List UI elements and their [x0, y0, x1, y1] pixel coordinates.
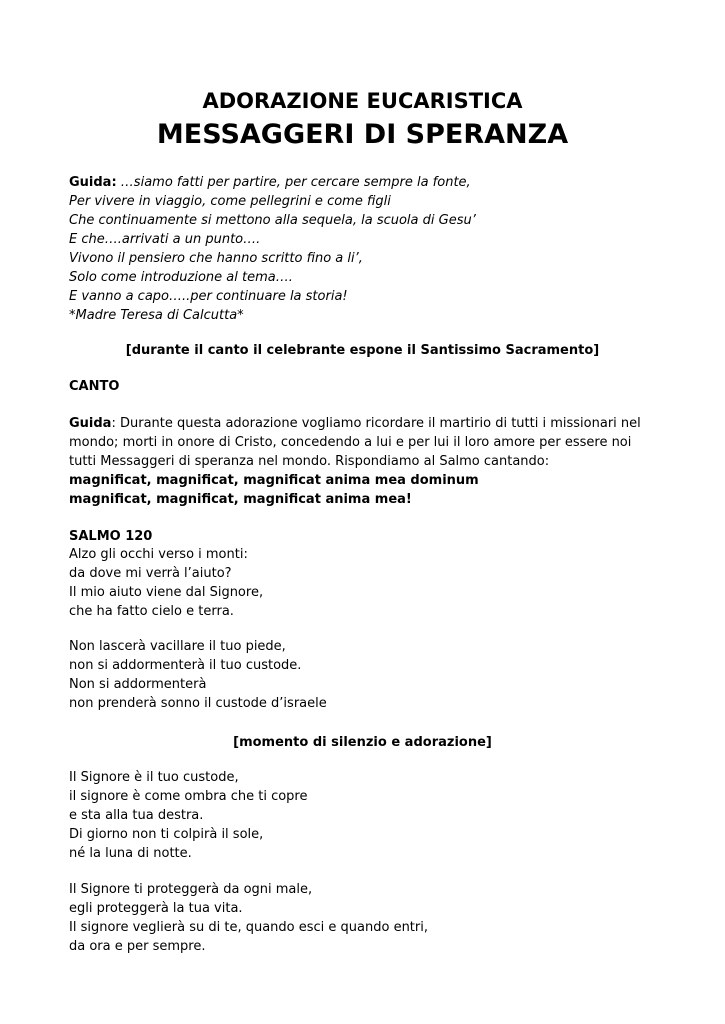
intro-guida-label: Guida:: [69, 175, 117, 190]
psalm-stanza-3: [69, 768, 659, 863]
psalm-line: e sta alla tua destra.: [69, 808, 204, 823]
psalm-line: Alzo gli occhi verso i monti:: [69, 547, 248, 562]
refrain: [69, 471, 659, 509]
intro-line: Solo come introduzione al tema….: [69, 270, 293, 285]
intro-attribution: *Madre Teresa di Calcutta*: [69, 308, 244, 323]
intro-line: E che….arrivati a un punto….: [69, 232, 261, 247]
psalm-line: non prenderà sonno il custode d’israele: [69, 696, 327, 711]
psalm-line: Non lascerà vacillare il tuo piede,: [69, 639, 286, 654]
intro-line: E vanno a capo…..per continuare la storia!: [69, 289, 348, 304]
psalm-line: Il signore veglierà su di te, quando esci e quando entri,: [69, 920, 428, 935]
psalm-line: che ha fatto cielo e terra.: [69, 604, 234, 619]
document-title: ADORAZIONE EUCARISTICA: [202, 89, 523, 113]
psalm-line: egli proteggerà la tua vita.: [69, 901, 243, 916]
psalm-line: non si addormenterà il tuo custode.: [69, 658, 302, 673]
psalm-stanza-1: [69, 545, 659, 621]
intro-quote: [69, 173, 659, 325]
psalm-stanza-4: [69, 880, 659, 956]
psalm-line: Non si addormenterà: [69, 677, 207, 692]
psalm-line: Il Signore ti proteggerà da ogni male,: [69, 882, 313, 897]
intro-first-line: [69, 173, 659, 192]
refrain-line: magnificat, magnificat, magnificat anima mea dominum: [69, 473, 479, 488]
psalm-line: Il mio aiuto viene dal Signore,: [69, 585, 264, 600]
intro-first-text: …siamo fatti per partire, per cercare sempre la fonte,: [116, 175, 471, 190]
intro-line: Per vivere in viaggio, come pellegrini e come figli: [69, 194, 391, 209]
guida-text: : Durante questa adorazione vogliamo ricordare il martirio di tutti i missionari nel mondo; morti in onore di Cristo, concedendo a lui e per lui il loro amore per essere noi tutti Messaggeri di speranza nel mondo. Rispondiamo al Salmo cantando:: [69, 416, 641, 469]
salmo-heading: SALMO 120: [69, 529, 153, 544]
canto-heading: CANTO: [69, 379, 120, 394]
psalm-stanza-2: [69, 637, 659, 713]
psalm-line: Di giorno non ti colpirà il sole,: [69, 827, 264, 842]
guida-paragraph: [69, 414, 659, 471]
document-subtitle: MESSAGGERI DI SPERANZA: [156, 119, 569, 150]
rubric-silence: [momento di silenzio e adorazione]: [233, 735, 492, 750]
intro-line: Che continuamente si mettono alla sequela, la scuola di Gesu’: [69, 213, 476, 228]
psalm-line: da dove mi verrà l’aiuto?: [69, 566, 232, 581]
rubric-exposition: [durante il canto il celebrante espone il Santissimo Sacramento]: [125, 343, 600, 358]
psalm-line: Il Signore è il tuo custode,: [69, 770, 239, 785]
guida-label: Guida: [69, 416, 112, 431]
refrain-line: magnificat, magnificat, magnificat anima mea!: [69, 492, 412, 507]
psalm-line: da ora e per sempre.: [69, 939, 206, 954]
psalm-line: il signore è come ombra che ti copre: [69, 789, 308, 804]
psalm-line: né la luna di notte.: [69, 846, 192, 861]
intro-line: Vivono il pensiero che hanno scritto fino a li’,: [69, 251, 363, 266]
